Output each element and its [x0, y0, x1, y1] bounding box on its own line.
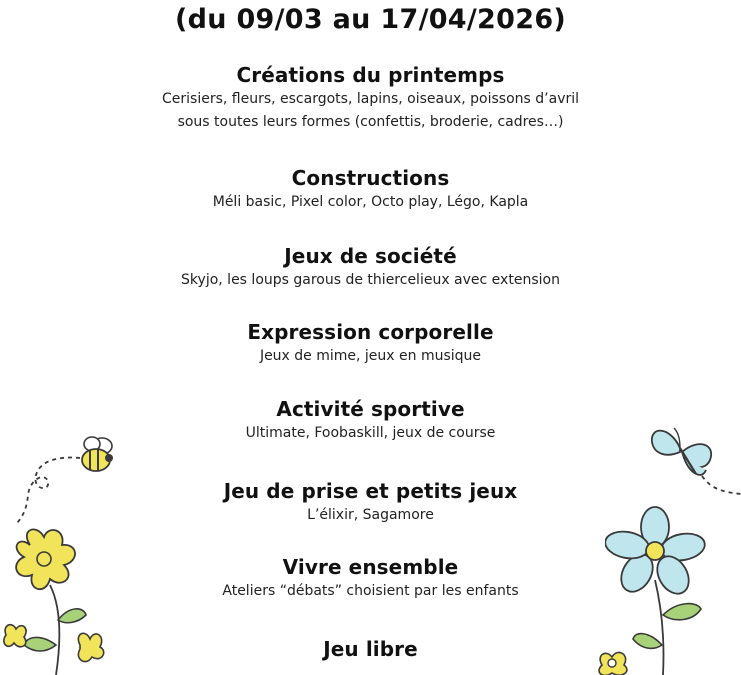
section-title: Jeux de société [284, 244, 457, 268]
section-title: Activité sportive [276, 397, 465, 421]
section-title: Vivre ensemble [282, 555, 459, 579]
section-title: Jeu libre [323, 637, 418, 661]
section-line: Cerisiers, fleurs, escargots, lapins, oiseaux, poissons d’avril [161, 91, 580, 107]
section-line: Méli basic, Pixel color, Octo play, Légo, Kapla [212, 194, 529, 210]
section-expression-corporelle [0, 319, 741, 368]
section-line: Jeux de mime, jeux en musique [259, 348, 482, 364]
yellow-flower-icon [0, 525, 115, 675]
section-title: Jeu de prise et petits jeux [223, 479, 518, 503]
yellow-flower-icon [592, 645, 632, 675]
section-line: L’élixir, Sagamore [307, 507, 434, 523]
section-title: Expression corporelle [247, 320, 494, 344]
section-jeux-de-societe [0, 243, 741, 292]
bee-icon [10, 420, 120, 530]
section-line: Skyjo, les loups garous de thiercelieux avec extension [181, 272, 560, 288]
butterfly-icon [640, 418, 741, 508]
section-constructions [0, 165, 741, 214]
section-title: Constructions [291, 166, 450, 190]
section-line: Ateliers “débats” choisient par les enfants [222, 583, 519, 599]
section-line: sous toutes leurs formes (confettis, broderie, cadres…) [177, 114, 564, 130]
page-title: (du 09/03 au 17/04/2026) [174, 4, 567, 35]
section-creations [0, 62, 741, 134]
section-line: Ultimate, Foobaskill, jeux de course [245, 425, 496, 441]
section-title: Créations du printemps [236, 63, 505, 87]
